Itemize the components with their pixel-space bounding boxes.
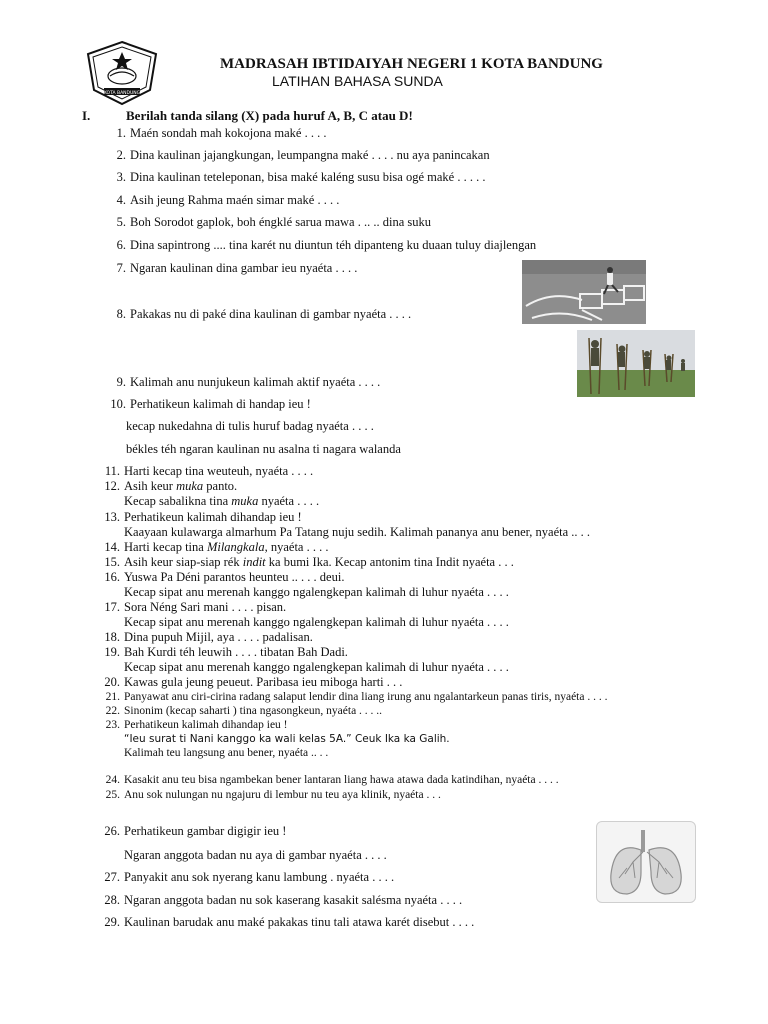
logo-text: KOTA BANDUNG xyxy=(103,91,141,96)
question-12-sub: Kecap sabalikna tina muka nyaéta . . . . xyxy=(124,494,320,508)
question-17-sub: Kecap sipat anu merenah kanggo ngalengkepan kalimah di luhur nyaéta . . . . xyxy=(124,615,509,629)
question-26-sub: Ngaran anggota badan nu aya di gambar nyaéta . . . . xyxy=(124,848,387,862)
school-name: MADRASAH IBTIDAIYAH NEGERI 1 KOTA BANDUNG xyxy=(220,56,603,72)
question-19-sub: Kecap sipat anu merenah kanggo ngalengkepan kalimah di luhur nyaéta . . . . xyxy=(124,660,509,674)
school-logo xyxy=(84,40,160,106)
section-number: I. xyxy=(82,108,91,123)
lungs-diagram xyxy=(596,821,696,903)
question-16-sub: Kecap sipat anu merenah kanggo ngalengkepan kalimah di luhur nyaéta . . . . xyxy=(124,585,509,599)
question-10-sub-1: kecap nukedahna di tulis huruf badag nyaéta . . . . xyxy=(126,419,374,433)
section-instruction: Berilah tanda silang (X) pada huruf A, B, C atau D! xyxy=(126,108,413,123)
stilts-photo xyxy=(577,330,695,397)
subject-title: LATIHAN BAHASA SUNDA xyxy=(272,73,443,89)
question-10-sub-2: békles téh ngaran kaulinan nu asalna ti nagara walanda xyxy=(126,442,401,456)
question-23-quote: “Ieu surat ti Nani kanggo ka wali kelas 5A.” Ceuk Ika ka Galih. xyxy=(124,733,450,745)
hopscotch-photo xyxy=(522,260,646,324)
question-13-sub: Kaayaan kulawarga almarhum Pa Tatang nuju sedih. Kalimah pananya anu bener, nyaéta .. . . xyxy=(124,525,591,539)
question-23-sub: Kalimah teu langsung anu bener, nyaéta .. . . xyxy=(124,747,329,759)
